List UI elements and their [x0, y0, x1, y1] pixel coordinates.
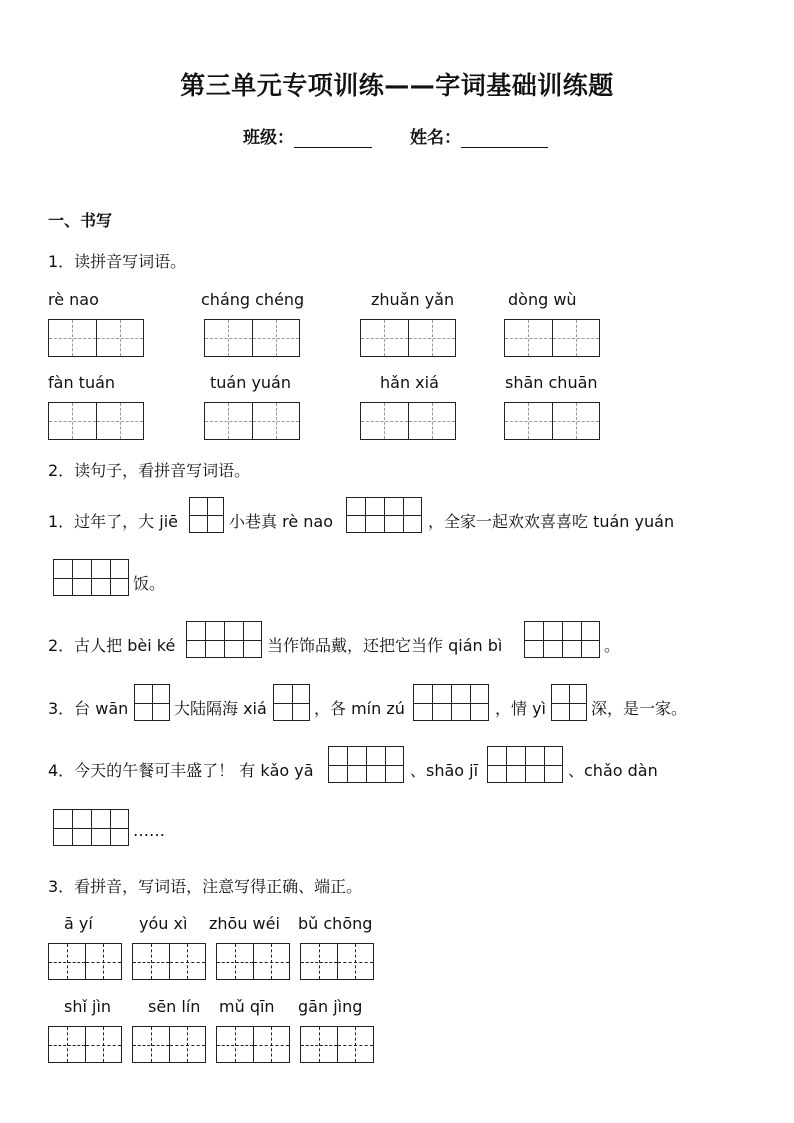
writing-grid[interactable]	[204, 402, 300, 440]
answer-grid[interactable]	[551, 684, 587, 721]
sentence-text: 饭。	[133, 574, 166, 593]
pinyin: shān chuān	[505, 373, 598, 392]
answer-grid[interactable]	[134, 684, 170, 721]
writing-grid[interactable]	[48, 319, 144, 357]
sentence-text: 3．台 wān	[48, 699, 129, 718]
pinyin: zhōu wéi	[209, 914, 280, 933]
writing-grid[interactable]	[300, 1026, 374, 1063]
pinyin: cháng chéng	[201, 290, 305, 309]
sentence-text: 2．古人把 bèi ké	[48, 636, 176, 655]
class-label: 班级：	[243, 128, 294, 148]
pinyin: rè nao	[48, 290, 99, 309]
sentence-text: 、chǎo dàn	[568, 761, 658, 780]
writing-grid[interactable]	[132, 1026, 206, 1063]
answer-grid[interactable]	[53, 559, 129, 596]
answer-grid[interactable]	[413, 684, 489, 721]
writing-grid[interactable]	[48, 402, 144, 440]
answer-grid[interactable]	[189, 497, 224, 533]
writing-grid[interactable]	[204, 319, 300, 357]
sentence-text: 4．今天的午餐可丰盛了！ 有 kǎo yā	[48, 761, 314, 780]
writing-grid[interactable]	[48, 1026, 122, 1063]
section-heading: 一、书写	[48, 211, 113, 230]
pinyin: bǔ chōng	[298, 914, 373, 933]
writing-grid[interactable]	[504, 319, 600, 357]
name-field[interactable]	[410, 123, 548, 148]
sentence-text: 1．过年了，大 jiē	[48, 512, 179, 531]
sentence-text: ，各 mín zú	[314, 699, 405, 718]
pinyin: yóu xì	[139, 914, 188, 933]
answer-grid[interactable]	[346, 497, 422, 533]
writing-grid[interactable]	[504, 402, 600, 440]
writing-grid[interactable]	[360, 402, 456, 440]
pinyin: mǔ qīn	[219, 997, 275, 1016]
name-label: 姓名：	[410, 128, 461, 148]
sentence-text: 。	[604, 636, 621, 655]
answer-grid[interactable]	[524, 621, 600, 658]
answer-grid[interactable]	[273, 684, 310, 721]
writing-grid[interactable]	[360, 319, 456, 357]
writing-grid[interactable]	[300, 943, 374, 980]
pinyin: fàn tuán	[48, 373, 116, 392]
answer-grid[interactable]	[487, 746, 563, 783]
sentence-text: ，情 yì	[495, 699, 547, 718]
pinyin: dòng wù	[508, 290, 577, 309]
page-title: 第三单元专项训练——字词基础训练题	[180, 71, 614, 100]
answer-grid[interactable]	[328, 746, 404, 783]
pinyin: ā yí	[64, 914, 93, 933]
answer-grid[interactable]	[186, 621, 262, 658]
sentence-text: ，全家一起欢欢喜喜吃 tuán yuán	[428, 512, 675, 531]
pinyin: tuán yuán	[210, 373, 291, 392]
class-blank[interactable]	[294, 131, 372, 148]
pinyin: hǎn xiá	[380, 373, 439, 392]
question-1-label: 1．读拼音写词语。	[48, 252, 187, 271]
writing-grid[interactable]	[216, 1026, 290, 1063]
question-3-label: 3．看拼音，写词语，注意写得正确、端正。	[48, 877, 363, 896]
sentence-text: 小巷真 rè nao	[229, 512, 333, 531]
answer-grid[interactable]	[53, 809, 129, 846]
writing-grid[interactable]	[132, 943, 206, 980]
sentence-text: 深，是一家。	[591, 699, 688, 718]
sentence-text: 当作饰品戴，还把它当作 qián bì	[267, 636, 503, 655]
sentence-text: ……	[133, 821, 165, 840]
pinyin: gān jìng	[298, 997, 363, 1016]
question-2-label: 2．读句子，看拼音写词语。	[48, 461, 251, 480]
pinyin: sēn lín	[148, 997, 201, 1016]
pinyin: shǐ jìn	[64, 997, 112, 1016]
writing-grid[interactable]	[48, 943, 122, 980]
writing-grid[interactable]	[216, 943, 290, 980]
class-field[interactable]	[243, 123, 372, 148]
sentence-text: 大陆隔海 xiá	[174, 699, 267, 718]
pinyin: zhuǎn yǎn	[371, 290, 455, 309]
name-blank[interactable]	[461, 131, 548, 148]
sentence-text: 、shāo jī	[410, 761, 479, 780]
